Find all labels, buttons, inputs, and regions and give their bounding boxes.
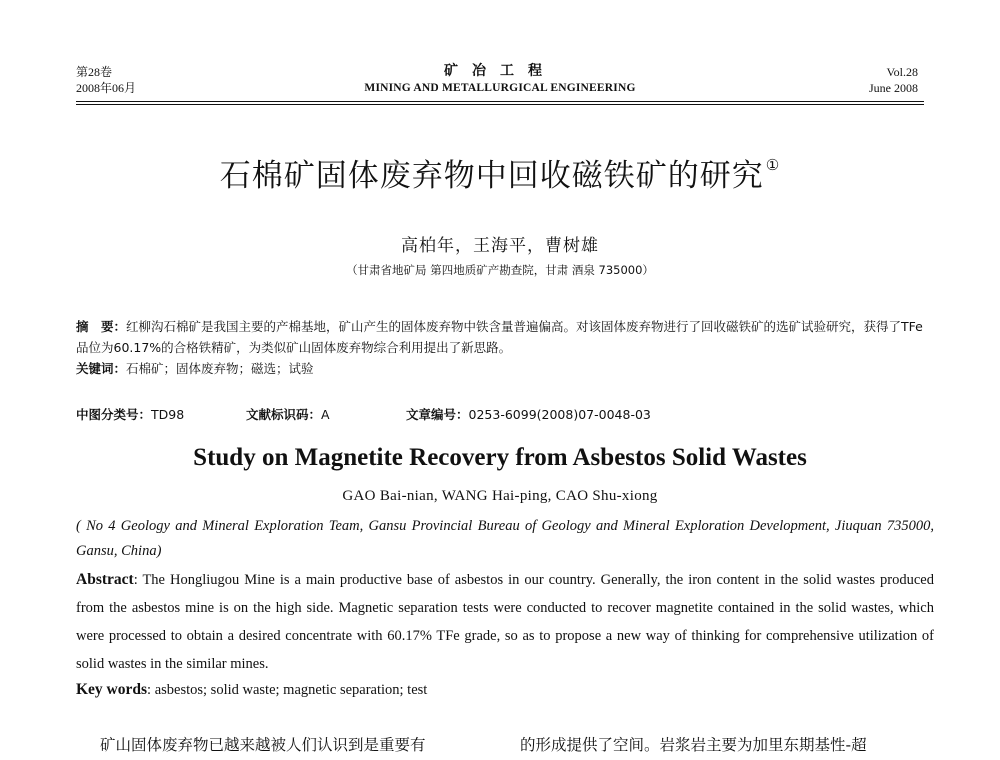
header-left: [76, 64, 136, 96]
affiliation-cn: （甘肃省地矿局 第四地质矿产勘查院，甘肃 酒泉 735000）: [346, 263, 654, 277]
abstract-cn: [76, 316, 930, 379]
journal-title-cn: 矿冶工程: [444, 63, 556, 79]
volume-cn: 第28卷: [76, 65, 113, 79]
journal-title-en: MINING AND METALLURGICAL ENGINEERING: [364, 82, 636, 94]
title-cn-text: 石棉矿固体废弃物中回收磁铁矿的研究: [219, 158, 764, 194]
title-footnote-mark: ①: [765, 156, 781, 174]
article-value: 0253-6099(2008)07-0048-03: [468, 407, 651, 422]
keywords-en: [76, 681, 427, 699]
doc-value: A: [321, 407, 330, 422]
keywords-en-label: Key words: [76, 681, 148, 698]
clc-value: TD98: [151, 407, 185, 422]
abstract-en-text: : The Hongliugou Mine is a main productive base of asbestos in our country. Generally, the iron content in the solid wastes produced from the asbestos mine is on the high side. Magnetic separation tests were conducted to recover magnetite contained in the solid wastes, which were processed to obtain a desired concentrate with 60.17% TFe grade, so as to propose a new way of thinking for comprehensive utilization of solid wastes in the similar mines.: [76, 572, 934, 672]
volume-en: Vol.28: [886, 65, 918, 79]
paper-title-en: Study on Magnetite Recovery from Asbestos Solid Wastes: [193, 444, 807, 471]
header-rule-top: [76, 101, 924, 102]
classification-row: [76, 405, 651, 423]
body-text-left-column: 矿山固体废弃物已越来越被人们认识到是重要有: [100, 736, 426, 754]
abstract-cn-text: 红柳沟石棉矿是我国主要的产棉基地，矿山产生的固体废弃物中铁含量普遍偏高。对该固体废弃物进行了回收磁铁矿的选矿试验研究，获得了TFe品位为60.17%的合格铁精矿，为类似矿山固体废弃物综合利用提出了新思路。: [76, 319, 923, 355]
doc-label: 文献标识码：: [246, 407, 322, 422]
doc-code: [246, 405, 406, 423]
authors-cn: 高柏年，王海平，曹树雄: [401, 236, 599, 255]
keywords-en-text: : asbestos; solid waste; magnetic separation; test: [147, 682, 428, 698]
authors-en: GAO Bai-nian, WANG Hai-ping, CAO Shu-xiong: [342, 488, 658, 504]
abstract-cn-label: 摘 要：: [76, 319, 127, 334]
date-cn: 2008年06月: [76, 81, 137, 95]
abstract-en: [76, 566, 934, 678]
paper-title-cn: [0, 150, 1000, 195]
clc-code: [76, 405, 246, 423]
keywords-cn-text: 石棉矿；固体废弃物；磁选；试验: [126, 361, 314, 376]
header-rule-bottom: [76, 104, 924, 105]
article-number: [406, 405, 651, 423]
body-text-right-column: 的形成提供了空间。岩浆岩主要为加里东期基性-超: [520, 736, 867, 754]
affiliation-en: ( No 4 Geology and Mineral Exploration Team, Gansu Provincial Bureau of Geology and Mineral Exploration Development, Jiuquan 735000, Gansu, China): [76, 518, 934, 559]
article-label: 文章编号：: [406, 407, 469, 422]
abstract-en-label: Abstract: [76, 571, 134, 588]
date-en: June 2008: [869, 81, 918, 95]
header-center: [300, 62, 700, 96]
keywords-cn-label: 关键词：: [76, 361, 127, 376]
clc-label: 中图分类号：: [76, 407, 152, 422]
header-right: [869, 64, 918, 96]
